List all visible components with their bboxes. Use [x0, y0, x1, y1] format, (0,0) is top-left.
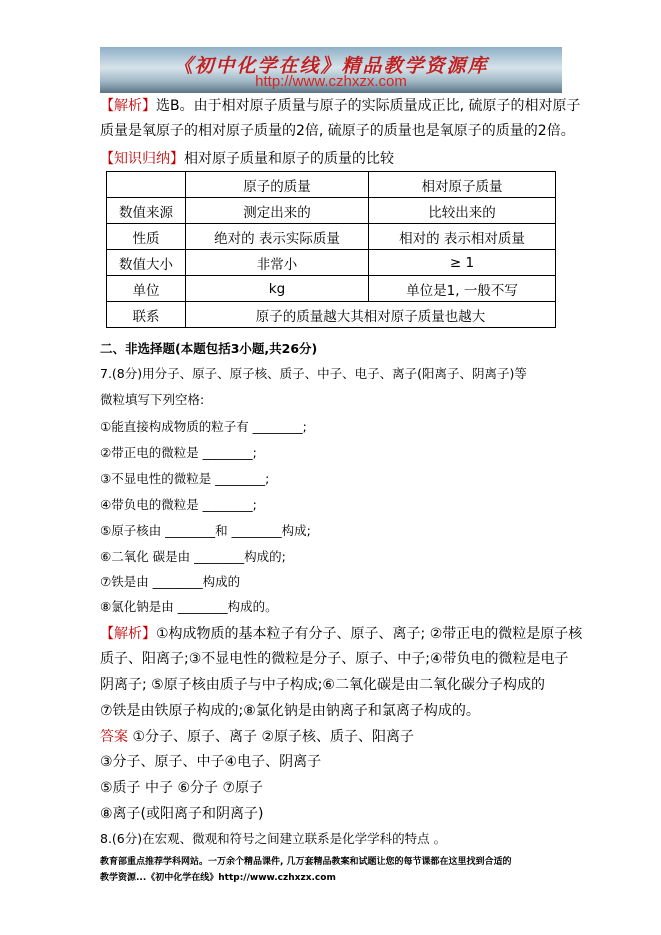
analysis2-line [100, 623, 582, 643]
q7-item: ⑥二氧化 碳是由 ________构成的; [100, 549, 286, 564]
table-row [107, 198, 556, 224]
table-header [107, 172, 556, 198]
q7-item: ⑦铁是由 ________构成的 [100, 574, 241, 589]
cell: 测定出来的 [186, 198, 369, 224]
q7-item: ⑤原子核由 ________和 ________构成; [100, 523, 311, 538]
banner-url: http://www.czhxzx.com [255, 73, 407, 90]
table-row [107, 250, 556, 276]
answer-line: ⑧离子(或阳离子和阴离子) [100, 806, 264, 822]
answer-line: ⑤质子 中子 ⑥分子 ⑦原子 [100, 780, 264, 796]
analysis-line-2: 质量是氧原子的相对原子质量的2倍, 硫原子的质量也是氧原子的质量的2倍。 [100, 123, 575, 139]
cell: 绝对的 表示实际质量 [186, 224, 369, 250]
cell: 单位 [107, 276, 186, 302]
q7-item: ④带负电的微粒是 ________; [100, 497, 257, 512]
table-row [107, 302, 556, 328]
analysis2-line: 阴离子; ⑤原子核由质子与中子构成;⑥二氧化碳是由二氧化碳分子构成的 [100, 677, 545, 693]
answer-line: ③分子、原子、中子④电子、阴离子 [100, 754, 322, 770]
footer-line-2: 教学资源...《初中化学在线》http://www.czhxzx.com [100, 873, 336, 883]
cell: ≥ 1 [369, 250, 556, 276]
cell: 性质 [107, 224, 186, 250]
q7-item: ②带正电的微粒是 ________; [100, 445, 257, 460]
text: 相对原子质量和原子的质量的比较 [184, 151, 394, 167]
q7-item: ①能直接构成物质的粒子有 ________; [100, 419, 307, 434]
footer-line-1: 教育部重点推荐学科网站。一万余个精品课件, 几万套精品教案和试题让您的每节课都在这里找到合适的 [100, 857, 512, 867]
cell: 联系 [107, 302, 186, 328]
cell: 数值来源 [107, 198, 186, 224]
banner-logo [100, 47, 562, 93]
banner-title: 《初中化学在线》精品教学资源库 [173, 55, 489, 77]
analysis-line-1 [100, 95, 581, 115]
section-heading: 二、非选择题(本题包括3小题,共26分) [100, 341, 318, 356]
comparison-table [106, 171, 556, 328]
cell: kg [186, 276, 369, 302]
cell: 单位是1, 一般不写 [369, 276, 556, 302]
cell: 数值大小 [107, 250, 186, 276]
analysis-tag: 【解析】 [100, 626, 156, 642]
analysis2-line: 质子、阳离子;③不显电性的微粒是分子、原子、中子;④带负电的微粒是电子 [100, 651, 569, 667]
summary-tag: 【知识归纳】 [100, 151, 184, 167]
q8-line: 8.(6分)在宏观、微观和符号之间建立联系是化学学科的特点 。 [100, 831, 447, 846]
summary-line [100, 148, 394, 168]
q7-item: ⑧氯化钠是由 ________构成的。 [100, 599, 278, 614]
cell: 非常小 [186, 250, 369, 276]
q7-item: ③不显电性的微粒是 ________; [100, 471, 270, 486]
cell [107, 172, 186, 198]
answer-line [100, 726, 414, 746]
q7-line-2: 微粒填写下列空格: [100, 392, 205, 407]
cell: 比较出来的 [369, 198, 556, 224]
table-row [107, 224, 556, 250]
text: 选B。由于相对原子质量与原子的实际质量成正比, 硫原子的相对原子 [156, 98, 581, 114]
analysis-tag: 【解析】 [100, 98, 156, 114]
answer-tag: 答案 [100, 729, 128, 745]
table-row [107, 276, 556, 302]
cell: 相对的 表示相对质量 [369, 224, 556, 250]
text: ①构成物质的基本粒子有分子、原子、离子; ②带正电的微粒是原子核 [156, 626, 583, 642]
q7-line-1: 7.(8分)用分子、原子、原子核、质子、中子、电子、离子(阳离子、阴离子)等 [100, 366, 527, 381]
text: ①分子、原子、离子 ②原子核、质子、阳离子 [132, 729, 415, 745]
cell: 原子的质量越大其相对原子质量也越大 [186, 302, 556, 328]
analysis2-line: ⑦铁是由铁原子构成的;⑧氯化钠是由钠离子和氯离子构成的。 [100, 703, 480, 719]
cell: 原子的质量 [186, 172, 369, 198]
cell: 相对原子质量 [369, 172, 556, 198]
